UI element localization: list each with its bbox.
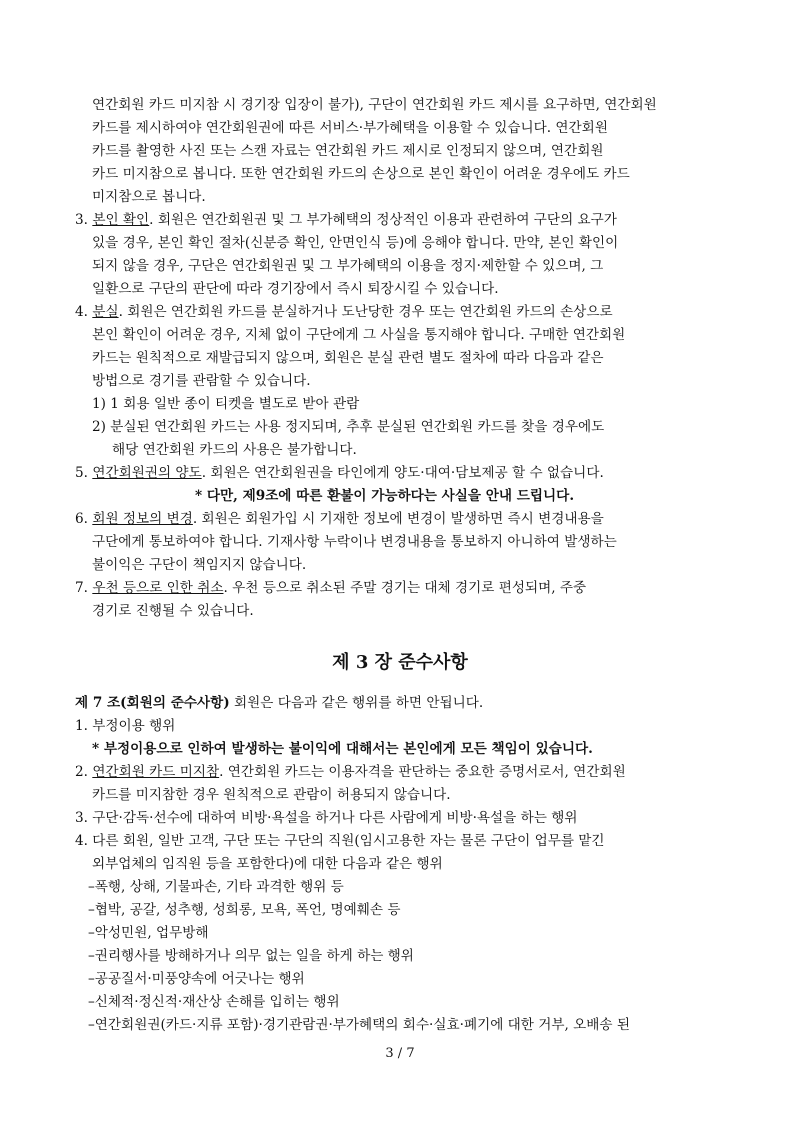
item-number: 2. (75, 764, 88, 780)
article-heading (75, 693, 483, 713)
paragraph-line: 카드를 미지참한 경우 원칙적으로 관람이 허용되지 않습니다. (92, 787, 451, 803)
item-number: 3. (75, 212, 88, 228)
item-heading: 우천 등으로 인한 취소 (92, 580, 224, 596)
list-item-2 (75, 762, 626, 782)
paragraph-line: 경기로 진행될 수 있습니다. (92, 603, 254, 619)
list-item-3 (75, 210, 617, 230)
paragraph-line: 카드를 제시하여야 연간회원권에 따른 서비스·부가혜택을 이용할 수 있습니다. 연간회원 (92, 120, 608, 136)
list-item-5 (75, 463, 604, 483)
paragraph-line: 방법으로 경기를 관람할 수 있습니다. (92, 373, 311, 389)
paragraph-line: 본인 확인이 어려운 경우, 지체 없이 구단에게 그 사실을 통지해야 합니다. 구매한 연간회원 (92, 327, 626, 343)
item-number: 6. (75, 511, 88, 527)
article-label: 제 7 조(회원의 준수사항) (75, 695, 230, 711)
article-text: 회원은 다음과 같은 행위를 하면 안됩니다. (229, 695, 484, 711)
paragraph-line: 일환으로 구단의 판단에 따라 경기장에서 즉시 퇴장시킬 수 있습니다. (92, 281, 499, 297)
dash-item: –연간회원권(카드·지류 포함)·경기관람권·부가혜택의 회수·실효·폐기에 대한 거부, 오배송 된 (88, 1017, 630, 1033)
item-text: . 회원은 회원가입 시 기재한 정보에 변경이 발생하면 즉시 변경내용을 (192, 511, 604, 527)
item-text: . 연간회원 카드는 이용자격을 판단하는 중요한 증명서로서, 연간회원 (219, 764, 626, 780)
note-text: * 다만, 제9조에 따른 환불이 가능하다는 사실을 안내 드립니다. (195, 488, 575, 504)
sub-list-item: 1) 1 회용 일반 종이 티켓을 별도로 받아 관람 (92, 396, 360, 412)
item-number: 5. (75, 465, 88, 481)
item-heading: 연간회원권의 양도 (92, 465, 202, 481)
paragraph-line: 외부업체의 임직원 등을 포함한다)에 대한 다음과 같은 행위 (92, 856, 443, 872)
dash-item: –협박, 공갈, 성추행, 성희롱, 모욕, 폭언, 명예훼손 등 (88, 902, 401, 918)
paragraph-line: 카드 미지참으로 봅니다. 또한 연간회원 카드의 손상으로 본인 확인이 어려운 경우에도 카드 (92, 166, 630, 182)
paragraph-line: 미지참으로 봅니다. (92, 189, 206, 205)
item-heading: 회원 정보의 변경 (92, 511, 193, 527)
paragraph-line: 연간회원 카드 미지참 시 경기장 입장이 불가), 구단이 연간회원 카드 제시를 요구하면, 연간회원 (92, 97, 657, 113)
note-text: * 부정이용으로 인하여 발생하는 불이익에 대해서는 본인에게 모든 책임이 있습니다. (92, 741, 593, 757)
item-number: 4. (75, 304, 88, 320)
paragraph-line: 불이익은 구단이 책임지지 않습니다. (92, 557, 307, 573)
list-item-6 (75, 509, 604, 529)
dash-item: –권리행사를 방해하거나 의무 없는 일을 하게 하는 행위 (88, 948, 414, 964)
item-number: 7. (75, 580, 88, 596)
dash-item: –폭행, 상해, 기물파손, 기타 과격한 행위 등 (88, 879, 344, 895)
item-text: . 우천 등으로 취소된 주말 경기는 대체 경기로 편성되며, 주중 (223, 580, 587, 596)
dash-item: –신체적·정신적·재산상 손해를 입히는 행위 (88, 994, 340, 1010)
dash-item: –악성민원, 업무방해 (88, 925, 209, 941)
chapter-title: 제 3 장 준수사항 (332, 652, 468, 673)
list-item-7 (75, 578, 586, 598)
list-item-4 (75, 302, 613, 322)
item-text: . 회원은 연간회원권을 타인에게 양도·대여·담보제공 할 수 없습니다. (201, 465, 604, 481)
sub-list-item: 2) 분실된 연간회원 카드는 사용 정지되며, 추후 분실된 연간회원 카드를 찾을 경우에도 (92, 419, 605, 435)
paragraph-line: 구단에게 통보하여야 합니다. 기재사항 누락이나 변경내용을 통보하지 아니하여 발생하는 (92, 534, 617, 550)
paragraph-line: 카드는 원칙적으로 재발급되지 않으며, 회원은 분실 관련 별도 절차에 따라 다음과 같은 (92, 350, 604, 366)
list-item-3: 3. 구단·감독·선수에 대하여 비방·욕설을 하거나 다른 사람에게 비방·욕설을 하는 행위 (75, 810, 578, 826)
paragraph-line: 카드를 촬영한 사진 또는 스캔 자료는 연간회원 카드 제시로 인정되지 않으며, 연간회원 (92, 143, 604, 159)
dash-item: –공공질서·미풍양속에 어긋나는 행위 (88, 971, 305, 987)
paragraph-line: 되지 않을 경우, 구단은 연간회원권 및 그 부가혜택의 이용을 정지·제한할 수 있으며, 그 (92, 258, 604, 274)
item-text: . 회원은 연간회원권 및 그 부가혜택의 정상적인 이용과 관련하여 구단의 요구가 (149, 212, 617, 228)
list-item-4: 4. 다른 회원, 일반 고객, 구단 또는 구단의 직원(임시고용한 자는 물론 구단이 업무를 맡긴 (75, 833, 605, 849)
item-heading: 연간회원 카드 미지참 (92, 764, 220, 780)
paragraph-line: 해당 연간회원 카드의 사용은 불가합니다. (112, 442, 357, 458)
item-heading: 분실 (92, 304, 119, 320)
item-heading: 본인 확인 (92, 212, 150, 228)
item-text: . 회원은 연간회원 카드를 분실하거나 도난당한 경우 또는 연간회원 카드의 손상으로 (118, 304, 613, 320)
list-item-1: 1. 부정이용 행위 (75, 718, 176, 734)
page-number: 3 / 7 (385, 1046, 415, 1061)
paragraph-line: 있을 경우, 본인 확인 절차(신분증 확인, 안면인식 등)에 응해야 합니다. 만약, 본인 확인이 (92, 235, 619, 251)
